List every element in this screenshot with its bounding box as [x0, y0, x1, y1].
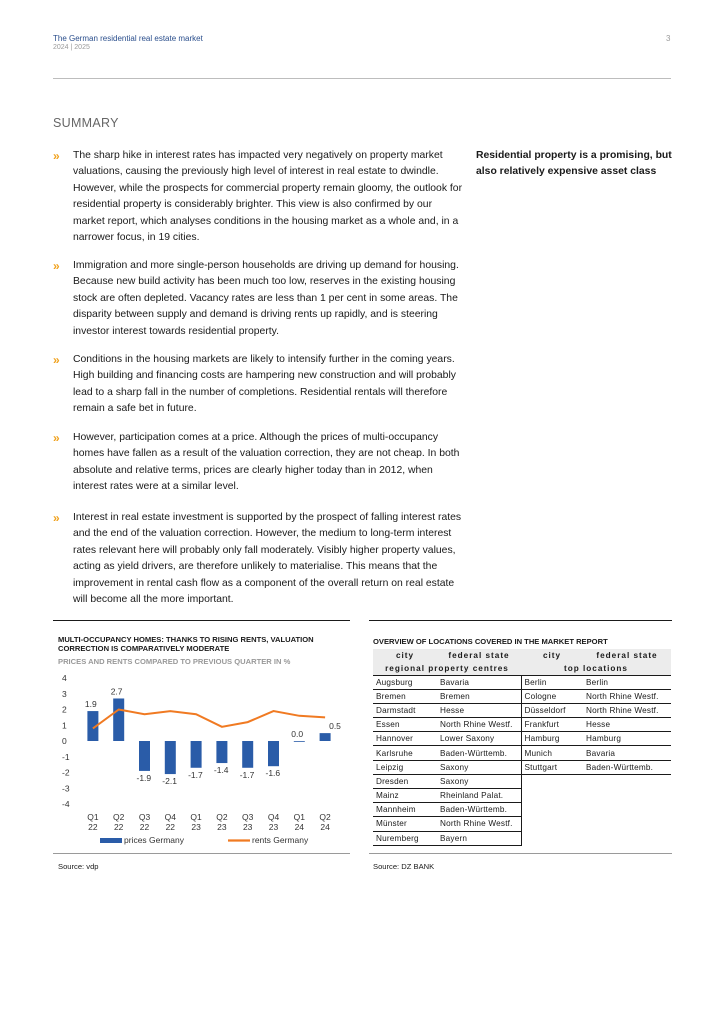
top-city-cell: Cologne [521, 689, 583, 703]
x-tick-quarter: Q1 [87, 812, 99, 822]
table-row [373, 703, 671, 717]
x-tick-quarter: Q2 [216, 812, 228, 822]
regional-state-cell: Baden-Württemb. [437, 746, 521, 760]
header-state: federal state [583, 649, 671, 662]
bullet-text: Immigration and more single-person households are driving up demand for housing. Because new build activity has been much too low, reserves in the existing housing stock are often depleted. Vacancy rates are less than 1 per cent in some areas. The disparity between supply and demand is driving rents up rapidly, and is steering investor interest towards residential property. [73, 260, 459, 337]
price-bar [216, 741, 227, 763]
rents-line [93, 710, 325, 729]
regional-state-cell: North Rhine Westf. [437, 817, 521, 831]
x-tick-year: 22 [88, 822, 98, 832]
running-header-title: The German residential real estate market [53, 34, 203, 43]
chart-source: Source: vdp [58, 862, 99, 871]
top-city-cell: Düsseldorf [521, 703, 583, 717]
regional-state-cell: North Rhine Westf. [437, 718, 521, 732]
table-row [373, 746, 671, 760]
top-city-cell: Munich [521, 746, 583, 760]
bar-data-label: -1.7 [239, 769, 255, 780]
top-city-cell [521, 774, 583, 788]
margin-note: Residential property is a promising, but also relatively expensive asset class [476, 150, 672, 178]
table-row [373, 732, 671, 746]
top-state-cell: North Rhine Westf. [583, 703, 671, 717]
summary-bullet-4 [53, 430, 465, 496]
price-bar [113, 698, 124, 741]
y-tick-label: 0 [62, 736, 67, 746]
y-tick-label: 4 [62, 673, 67, 683]
bar-data-label: -1.4 [213, 765, 229, 776]
regional-city-cell: Augsburg [373, 675, 437, 689]
table-row [373, 803, 671, 817]
header-city: city [521, 649, 583, 662]
price-bar [294, 741, 305, 742]
top-state-cell: Berlin [583, 675, 671, 689]
chart-top-rule [53, 620, 350, 621]
top-city-cell: Hamburg [521, 732, 583, 746]
regional-city-cell: Nuremberg [373, 831, 437, 845]
y-tick-label: -1 [62, 751, 70, 762]
table-row [373, 817, 671, 831]
bullet-text: The sharp hike in interest rates has impacted very negatively on property market valuations, causing the previously high level of interest in real estate to dwindle. However, while the prospects for commercial property remain gloomy, the outlook for residential property is considerably brighter. This view is also confirmed by our market report, which analyses conditions in the housing market as a whole and, in a narrower focus, in 19 cities. [73, 150, 463, 244]
chart-bottom-rule [53, 853, 350, 854]
price-bar [320, 733, 331, 741]
x-tick-quarter: Q1 [293, 812, 305, 822]
table-row [373, 789, 671, 803]
top-state-cell: Bavaria [583, 746, 671, 760]
bullet-marker: » [53, 431, 60, 445]
price-rent-chart [58, 668, 350, 850]
table-group-row [373, 662, 671, 675]
x-tick-year: 22 [113, 822, 124, 832]
table-row [373, 774, 671, 788]
y-tick-label: -2 [62, 767, 70, 778]
header-state: federal state [437, 649, 521, 662]
table-row [373, 689, 671, 703]
x-tick-year: 24 [320, 822, 330, 832]
table-top-rule [369, 620, 672, 621]
regional-state-cell: Bavaria [437, 675, 521, 689]
top-city-cell [521, 789, 583, 803]
chart-subtitle: PRICES AND RENTS COMPARED TO PREVIOUS QUARTER IN % [58, 657, 291, 666]
top-state-cell: Hamburg [583, 732, 671, 746]
legend-swatch-prices [100, 838, 122, 843]
summary-bullet-3 [53, 352, 465, 418]
top-state-cell: Hesse [583, 718, 671, 732]
top-city-cell [521, 817, 583, 831]
x-tick-year: 22 [165, 822, 176, 832]
group-regional-centres: regional property centres [373, 662, 521, 675]
page-number: 3 [666, 34, 671, 43]
table-row [373, 675, 671, 689]
bar-data-label: -1.6 [265, 768, 281, 779]
x-tick-quarter: Q2 [113, 812, 125, 822]
bullet-text: However, participation comes at a price. Although the prices of multi-occupancy homes have fallen as a result of the valuation correction, they are not cheap. In both absolute and relative terms, prices are clearly higher today than in 2012, when interest rates were at a similar level. [73, 432, 460, 493]
bar-data-label: -2.1 [162, 776, 177, 787]
x-tick-year: 23 [191, 822, 201, 832]
regional-city-cell: Leipzig [373, 760, 437, 774]
bullet-text: Interest in real estate investment is supported by the prospect of falling interest rates and the end of the valuation correction. However, the medium to long-term interest rates relevant here will probably only fall moderately. Visibly higher property values, acting as yield drivers, are therefore unlikely to materialise. This means that the improvement in rental cash flow as a component of the overall return on real estate will become all the more important. [73, 512, 462, 606]
x-tick-year: 23 [268, 822, 279, 832]
bullet-marker: » [53, 259, 60, 273]
top-state-cell: Baden-Württemb. [583, 760, 671, 774]
price-bar [191, 741, 202, 768]
bar-data-label: 0.5 [329, 721, 341, 732]
regional-state-cell: Bayern [437, 831, 521, 845]
bar-data-label: -1.9 [136, 772, 152, 783]
x-tick-year: 24 [294, 822, 305, 832]
x-tick-quarter: Q4 [267, 812, 280, 822]
y-tick-label: 3 [62, 688, 67, 699]
x-tick-quarter: Q3 [242, 812, 254, 822]
regional-state-cell: Rheinland Palat. [437, 789, 521, 803]
running-header-subtitle: 2024 | 2025 [53, 44, 90, 51]
regional-city-cell: Münster [373, 817, 437, 831]
table-source: Source: DZ BANK [373, 862, 435, 871]
top-city-cell: Frankfurt [521, 718, 583, 732]
x-tick-quarter: Q2 [319, 812, 331, 822]
regional-city-cell: Hannover [373, 732, 437, 746]
price-bar [139, 741, 150, 771]
x-tick-quarter: Q3 [138, 812, 151, 822]
x-tick-quarter: Q1 [190, 812, 202, 822]
top-state-cell: North Rhine Westf. [583, 689, 671, 703]
bar-data-label: 2.7 [110, 686, 123, 697]
y-tick-label: 2 [62, 704, 67, 715]
bar-data-label: -1.7 [188, 769, 203, 780]
regional-city-cell: Dresden [373, 774, 437, 788]
x-tick-quarter: Q4 [164, 812, 176, 822]
regional-city-cell: Bremen [373, 689, 437, 703]
x-tick-year: 23 [217, 822, 227, 832]
x-tick-year: 23 [242, 822, 253, 832]
top-city-cell [521, 803, 583, 817]
top-state-cell [583, 774, 671, 788]
summary-bullet-1 [53, 148, 465, 246]
y-tick-label: -3 [62, 783, 70, 794]
bullet-marker: » [53, 353, 60, 367]
locations-table [373, 649, 671, 846]
table-bottom-rule [369, 853, 672, 854]
regional-city-cell: Essen [373, 718, 437, 732]
group-top-locations: top locations [521, 662, 671, 675]
bullet-marker: » [53, 149, 60, 163]
table-row [373, 760, 671, 774]
top-state-cell [583, 789, 671, 803]
table-title: OVERVIEW OF LOCATIONS COVERED IN THE MARKET REPORT [373, 637, 608, 646]
price-bar [165, 741, 176, 774]
top-city-cell: Stuttgart [521, 760, 583, 774]
regional-city-cell: Mannheim [373, 803, 437, 817]
y-tick-label: -4 [62, 799, 70, 809]
table-header-row [373, 649, 671, 662]
chart-title: MULTI-OCCUPANCY HOMES: THANKS TO RISING RENTS, VALUATION CORRECTION IS COMPARATIVELY MODERATE [58, 635, 314, 653]
regional-city-cell: Karlsruhe [373, 746, 437, 760]
legend-label-prices: prices Germany [124, 835, 184, 845]
top-city-cell [521, 831, 583, 845]
price-bar [242, 741, 253, 768]
regional-state-cell: Baden-Württemb. [437, 803, 521, 817]
table-row [373, 831, 671, 845]
legend-label-rents: rents Germany [252, 835, 309, 845]
bar-data-label: 1.9 [84, 699, 97, 710]
y-tick-label: 1 [62, 720, 67, 731]
regional-city-cell: Darmstadt [373, 703, 437, 717]
section-title: SUMMARY [53, 116, 119, 130]
top-city-cell: Berlin [521, 675, 583, 689]
top-state-cell [583, 831, 671, 845]
bar-data-label: 0.0 [291, 729, 304, 739]
regional-state-cell: Bremen [437, 689, 521, 703]
bullet-marker: » [53, 511, 60, 525]
regional-state-cell: Saxony [437, 760, 521, 774]
regional-state-cell: Hesse [437, 703, 521, 717]
regional-city-cell: Mainz [373, 789, 437, 803]
header-city: city [373, 649, 437, 662]
regional-state-cell: Saxony [437, 774, 521, 788]
top-state-cell [583, 817, 671, 831]
table-row [373, 718, 671, 732]
price-bar [268, 741, 279, 766]
x-tick-year: 22 [139, 822, 150, 832]
summary-bullet-5 [53, 510, 465, 608]
regional-state-cell: Lower Saxony [437, 732, 521, 746]
bullet-text: Conditions in the housing markets are likely to intensify further in the coming years. High building and financing costs are hampering new construction and will probably lead to a sharp fall in the number of completions. Residential rentals will therefore remain a safe bet in future. [73, 354, 456, 415]
summary-bullet-2 [53, 258, 465, 340]
top-state-cell [583, 803, 671, 817]
header-divider [53, 78, 671, 79]
